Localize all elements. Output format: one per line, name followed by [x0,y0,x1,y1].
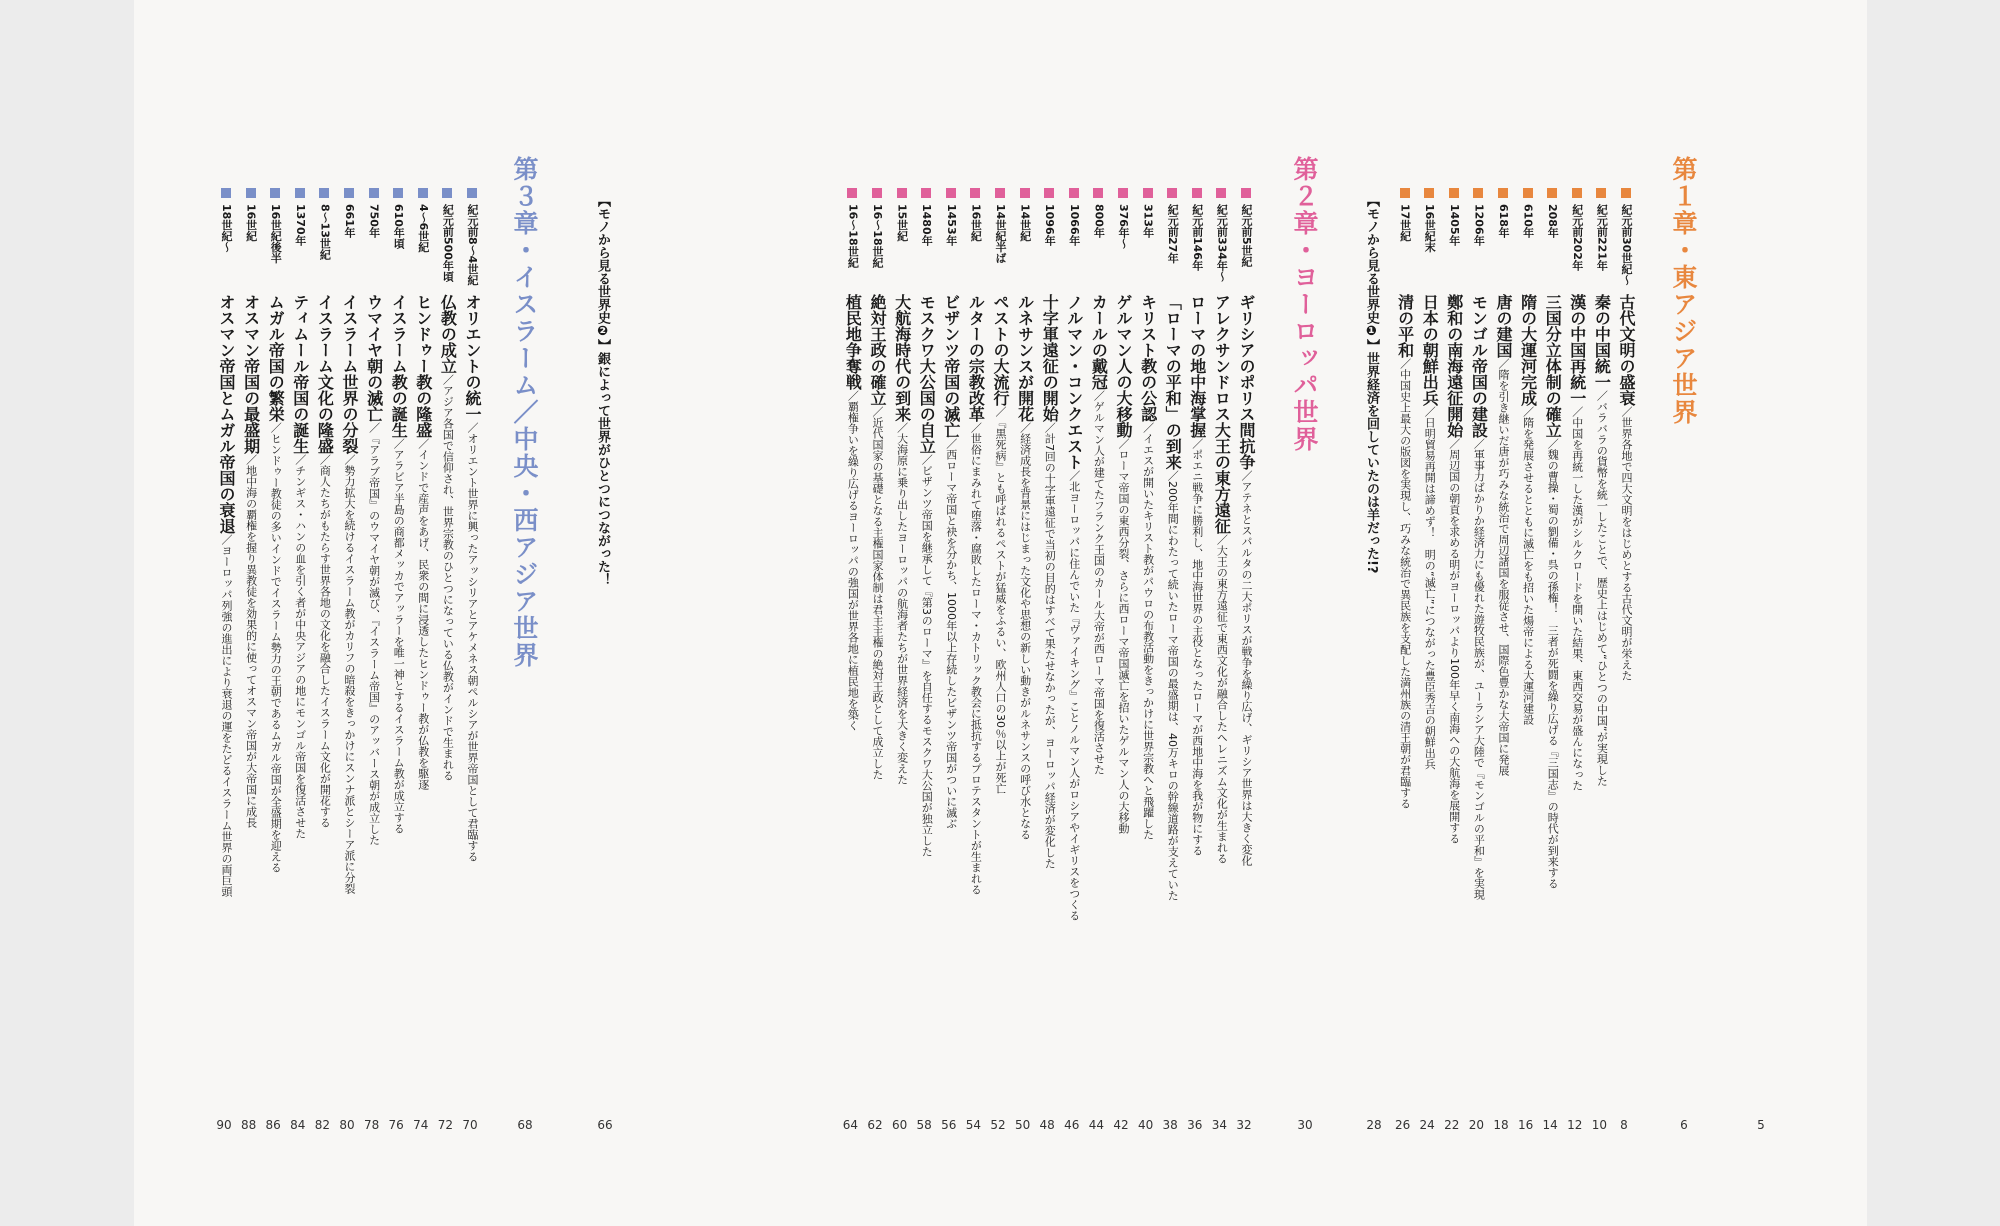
entry-heading: ティムール帝国の誕生 [290,294,310,454]
page-number: 42 [1113,1118,1129,1132]
entry-description [1115,294,1131,834]
page-number: 80 [339,1118,355,1132]
chapter-marker [1523,188,1533,198]
page-number: 24 [1419,1118,1435,1132]
entry-description [292,294,308,839]
page-number: 70 [462,1118,478,1132]
toc-entry[interactable] [1540,188,1563,889]
entry-description [1420,294,1440,770]
entry-heading: 清の平和 [1395,294,1415,358]
entry-heading: モンゴル帝国の建設 [1469,294,1489,438]
entry-description [1212,294,1232,864]
entry-description [266,294,286,873]
entry-description [218,294,234,897]
page-number: 18 [1493,1118,1509,1132]
toc-entry[interactable] [1136,188,1156,840]
entry-heading: イスラーム教の誕生 [389,294,409,438]
toc-entry[interactable] [312,188,335,828]
entry-text: ／アテネとスパルタの二大ポリスが戦争を繰り広げ、ギリシア世界は大きく変化 [1240,470,1253,866]
chapter-marker [393,188,403,198]
entry-description [1543,294,1563,889]
entry-description [943,294,959,829]
page-number: 84 [290,1118,306,1132]
page-number: 36 [1187,1118,1203,1132]
entry-date: 15世紀 [895,204,909,242]
entry-description [1495,294,1511,776]
entry-text: ／ゲルマン人が建てたフランク王国のカール大帝が西ローマ帝国を復活させた [1092,390,1106,775]
chapter-marker [295,188,305,198]
page-number: 30 [1297,1118,1313,1132]
entry-description [917,294,937,857]
page-number: 48 [1039,1118,1055,1132]
page-number: 88 [240,1118,257,1132]
chapter-title[interactable]: 第２章・ヨーロッパ世界 [1290,156,1319,453]
toc-entry[interactable] [1393,188,1413,809]
chapter-marker [1093,188,1103,198]
toc-entry[interactable] [1417,188,1440,770]
chapter-title[interactable]: 第３章・イスラーム／中央・西アジア世界 [510,156,539,669]
toc-entry[interactable] [1037,188,1060,869]
page-number: 12 [1567,1118,1583,1132]
entry-heading: ヒンドゥー教の隆盛 [413,294,433,438]
toc-entry[interactable] [411,188,431,790]
chapter-marker [1473,188,1483,198]
entry-date: 紀元前146年 [1190,204,1204,271]
entry-description [992,294,1008,794]
entry-text: ／大王の東方遠征で東西文化が融合したヘレニズム文化が生まれる [1215,534,1229,864]
page-number: 72 [437,1118,454,1132]
toc-entry[interactable] [1062,188,1082,921]
entry-date: 紀元前334年～ [1215,204,1229,282]
mono-text: 【モノから見る世界史❷】銀によって世界がひとつにつながった！ [595,194,610,586]
page-number: 6 [1680,1118,1688,1132]
entry-heading: モスクワ大公国の自立 [917,294,937,454]
entry-description [243,294,259,828]
entry-date: 1066年 [1067,204,1081,246]
entry-text: ／世界各地で四大文明をはじめとする古代文明が栄えた [1620,406,1633,681]
entry-text: ／地中海の覇権を握り異教徒を効果的に使ってオスマン帝国が大帝国に成長 [244,454,258,828]
page-number: 60 [891,1118,908,1132]
entry-text: ／中国史上最大の版図を実現し、巧みな統治で異民族を支配した満州族の清王朝が君臨する [1398,358,1412,809]
entry-date: 618年 [1497,204,1510,238]
toc-entry[interactable] [288,188,308,839]
book-spread [134,0,1867,1226]
toc-entry[interactable] [1013,188,1033,840]
toc-entry[interactable] [1614,188,1634,681]
entry-description [366,294,382,846]
entry-date: 17世紀 [1398,204,1412,242]
entry-text: ／世俗にまみれて堕落・腐敗したローマ・カトリック教会に抵抗するプロテスタントが生まれる [969,422,983,895]
entry-date: 750年 [367,204,381,238]
entry-date: 1206年 [1472,204,1486,246]
entry-description [438,294,458,781]
page-number: 68 [517,1118,533,1132]
page-number: 5 [1757,1118,1765,1132]
entry-heading: 隋の大運河完成 [1518,294,1538,406]
entry-text: ／勢力拡大を続けるイスラーム教がカリフの暗殺をきっかけにスンナ派とシーア派に分裂 [343,454,356,894]
chapter-marker [995,188,1005,198]
entry-date: 16世紀 [244,204,258,242]
chapter-marker [369,188,379,198]
toc-entry[interactable] [1516,188,1536,725]
entry-text: ／大海原に乗り出したヨーロッパの航海者たちが世界経済を大きく変えた [895,422,909,785]
chapter-marker [221,188,231,198]
page-number: 34 [1211,1118,1228,1132]
entry-description [966,294,986,895]
mono-text: 【モノから見る世界史❶】世界経済を回していたのは羊だった!? [1364,194,1379,574]
entry-heading: ビザンツ帝国の滅亡 [941,294,961,438]
page-number: 22 [1444,1118,1460,1132]
entry-heading: 三国分立体制の確立 [1543,294,1563,438]
entry-heading: ローマの地中海掌握 [1187,294,1207,438]
entry-date: 1096年 [1043,204,1057,246]
chapter-marker [970,188,980,198]
entry-text: ／バラバラの貨幣を統一したことで、歴史上はじめて“ひとつの中国”が実現した [1595,390,1609,787]
page-number: 90 [216,1118,232,1132]
entry-description [315,294,335,828]
entry-heading: 十字軍遠征の開始 [1040,294,1060,422]
toc-entry[interactable] [263,188,286,873]
entry-date: 紀元前202年 [1570,204,1584,271]
page-number: 8 [1620,1118,1628,1132]
toc-entry[interactable] [362,188,382,846]
entry-text: ／近代国家の基礎となる主権国家体制は君主主権の絶対王政として成立した [871,406,884,780]
entry-text: ／軍事力ばかりか経済力にも優れた遊牧民族が、ユーラシア大陸で『モンゴルの平和』を実現 [1472,438,1486,900]
chapter-marker [418,188,428,198]
entry-date: 紀元前500年頃 [441,204,455,282]
toc-entry[interactable] [386,188,409,834]
entry-description [389,294,409,834]
entry-heading: イスラーム世界の分裂 [340,294,359,454]
page-number: 52 [990,1118,1006,1132]
toc-entry[interactable] [988,188,1008,794]
entry-date: 1370年 [293,204,307,246]
entry-text: ／アラビア半島の商都メッカでアッラーを唯一神とするイスラーム教が成立する [392,438,406,834]
entry-text: ／計7回の十字軍遠征で当初の目的はすべて果たせなかったが、ヨーロッパ経済が変化した [1043,422,1057,869]
entry-heading: キリスト教の公認 [1138,294,1158,422]
entry-heading: ゲルマン人の大移動 [1114,294,1133,438]
entry-text: ／イエスが開いたキリスト教がパウロの布教活動をきっかけに世界宗教へと飛躍した [1141,422,1155,840]
page-number: 58 [916,1118,932,1132]
chapter-marker [1216,188,1226,198]
chapter-marker [246,188,256,198]
chapter-marker [1498,188,1508,198]
entry-heading: 「ローマの平和」の到来 [1163,294,1183,470]
page-number: 62 [867,1118,883,1132]
page-number: 44 [1088,1118,1105,1132]
entry-heading: 絶対王政の確立 [868,294,887,406]
entry-date: 紀元前30世紀～ [1620,204,1633,286]
entry-description [464,294,480,862]
page-number: 82 [314,1118,331,1132]
entry-heading: ムガル帝国の繁栄 [266,294,286,422]
toc-entry[interactable] [963,188,986,895]
entry-description [1592,294,1612,787]
page-number: 20 [1468,1118,1485,1132]
toc-entry[interactable] [1466,188,1489,900]
chapter-marker [1572,188,1582,198]
toc-entry[interactable] [840,188,863,731]
entry-heading: カールの戴冠 [1089,294,1109,390]
toc-entry[interactable] [1234,188,1254,866]
entry-text: ／アジア各国で信仰され、世界宗教のひとつになっている仏教がインドで生まれる [441,374,455,781]
entry-description [869,294,885,780]
entry-text: ／商人たちがもたらす世界各地の文化を融合したイスラーム文化が開花する [318,454,332,828]
entry-heading: ノルマン・コンクエスト [1064,294,1084,470]
page-number: 28 [1366,1118,1382,1132]
entry-date: 1453年 [944,204,958,246]
page-number: 14 [1542,1118,1558,1132]
entry-heading: イスラーム文化の隆盛 [315,294,335,454]
entry-date: 14世紀 [1018,204,1032,242]
entry-description [843,294,863,731]
toc-entry[interactable] [890,188,910,785]
entry-date: 208年 [1546,204,1560,238]
chapter-marker [1400,188,1410,198]
entry-date: 紀元前5世紀 [1240,204,1253,267]
entry-text: ／ヨーロッパ列強の進出により衰退の運をたどるイスラーム世界の両巨頭 [220,534,233,897]
entry-date: 661年 [343,204,356,238]
page-number: 64 [842,1118,859,1132]
entry-text: ／西ローマ帝国と袂を分かち、1000年以上存続したビザンツ帝国がついに滅ぶ [944,438,958,829]
entry-date: 紀元前27年 [1166,204,1180,264]
entry-date: 610年 [1521,204,1535,238]
entry-date: 紀元前221年 [1595,204,1609,271]
entry-description [1066,294,1082,921]
toc-entry[interactable] [914,188,937,857]
chapter-marker [1621,188,1631,198]
chapter-marker [1069,188,1079,198]
entry-description [1189,294,1205,856]
entry-text: ／魏の曹操・蜀の劉備・呉の孫権！ 三者が死闘を繰り広げる『三国志』の時代が到来する [1546,438,1560,889]
entry-text: ／『黒死病』とも呼ばれるペストが猛威をふるい、欧州人口の30％以上が死亡 [994,406,1007,794]
entry-description [1397,294,1413,809]
toc-entry[interactable] [865,188,885,780]
entry-date: 8～13世紀 [318,204,332,260]
page-number: 16 [1517,1118,1534,1132]
entry-date: 16～18世紀 [871,204,884,268]
chapter-marker [442,188,452,198]
entry-heading: 秦の中国統一 [1592,294,1612,390]
entry-date: 紀元前8～4世紀 [466,204,479,286]
mono-column[interactable] [1365,188,1378,573]
entry-text: ／チンギス・ハンの血を引く者が中央アジアの地にモンゴル帝国を復活させた [293,454,307,839]
toc-entry[interactable] [435,188,458,781]
entry-description [1569,294,1585,791]
chapter-marker [1167,188,1177,198]
entry-date: 14世紀半ば [994,204,1007,264]
page-number: 32 [1236,1118,1252,1132]
toc-entry[interactable] [337,188,357,894]
toc-entry[interactable] [1111,188,1131,834]
entry-text: ／中国を再統一した漢がシルクロードを開いた結果、東西交易が盛んになった [1570,406,1584,791]
chapter-marker [921,188,931,198]
entry-date: 16世紀後半 [269,204,283,264]
entry-description [894,294,910,785]
entry-text: ／ビザンツ帝国を継承して『第3のローマ』を自任するモスクワ大公国が独立した [920,454,934,857]
page-number: 26 [1394,1118,1411,1132]
page-number: 40 [1137,1118,1154,1132]
entry-heading: オリエントの統一 [463,294,482,422]
page-number: 66 [597,1118,613,1132]
entry-date: 1405年 [1447,204,1461,246]
page-number: 10 [1591,1118,1608,1132]
toc-entry[interactable] [214,188,234,897]
entry-text: ／『アラブ帝国』のウマイヤ朝が滅び、『イスラーム帝国』のアッバース朝が成立した [367,422,381,846]
entry-description [1238,294,1254,866]
toc-entry[interactable] [460,188,480,862]
chapter-marker [847,188,857,198]
entry-date: 16～18世紀 [846,204,860,268]
entry-date: 313年 [1141,204,1155,238]
chapter-marker [344,188,354,198]
entry-heading: ギリシアのポリス間抗争 [1237,294,1256,470]
entry-date: 4～6世紀 [416,204,430,253]
entry-heading: ルターの宗教改革 [966,294,986,422]
entry-description [1446,294,1462,844]
toc-entry[interactable] [1442,188,1462,844]
chapter-marker [467,188,477,198]
entry-heading: ウマイヤ朝の滅亡 [364,294,384,422]
toc-entry[interactable] [1565,188,1585,791]
entry-text: ／インドで産声をあげ、民衆の間に浸透したヒンドゥー教が仏教を駆逐 [416,438,430,790]
chapter-marker [1449,188,1459,198]
entry-date: 18世紀～ [220,204,233,253]
entry-description [1017,294,1033,840]
entry-description [1089,294,1109,775]
entry-heading: 仏教の成立 [438,294,458,374]
entry-text: ／隋を引き継いだ唐が巧みな統治で周辺諸国を服従させ、国際色豊かな大帝国に発展 [1497,358,1510,776]
chapter-marker [1143,188,1153,198]
toc-entry[interactable] [1491,188,1511,776]
chapter-marker [897,188,907,198]
entry-heading: オスマン帝国とムガル帝国の衰退 [217,294,236,534]
chapter-marker [1241,188,1251,198]
entry-description [1040,294,1060,869]
entry-description [1618,294,1634,681]
entry-heading: 古代文明の盛衰 [1617,294,1636,406]
entry-description [1469,294,1489,900]
entry-heading: 鄭和の南海遠征開始 [1444,294,1464,438]
entry-text: ／日明貿易再開は諦めず！ 明の“滅亡”につながった豊臣秀吉の朝鮮出兵 [1423,406,1437,770]
chapter-marker [1596,188,1606,198]
entry-text: ／覇権争いを繰り広げるヨーロッパの強国が世界各地に植民地を築く [846,390,860,731]
chapter-title[interactable]: 第１章・東アジア世界 [1669,156,1698,426]
entry-description [1520,294,1536,725]
entry-date: 800年 [1092,204,1106,238]
entry-date: 16世紀末 [1423,204,1437,253]
entry-heading: 唐の建国 [1494,294,1513,358]
entry-description [1163,294,1183,901]
entry-date: 376年～ [1117,204,1130,249]
entry-text: ／隋を発展させるとともに滅亡をも招いた煬帝による大運河建設 [1521,406,1535,725]
chapter-marker [1118,188,1128,198]
chapter-marker [1020,188,1030,198]
entry-description [415,294,431,790]
entry-description [1140,294,1156,840]
entry-text: ／ローマ帝国の東西分裂、さらに西ローマ帝国滅亡を招いたゲルマン人の大移動 [1117,438,1130,834]
entry-text: ／オリエント世界に興ったアッシリアとアケメネス朝ペルシアが世界帝国として君臨する [466,422,479,862]
chapter-marker [872,188,882,198]
page-number: 46 [1064,1118,1080,1132]
page-number: 50 [1014,1118,1031,1132]
entry-description [341,294,357,894]
toc-entry[interactable] [1589,188,1612,787]
entry-heading: 日本の朝鮮出兵 [1420,294,1440,406]
mono-column[interactable] [596,188,609,586]
entry-text: ／経済成長を背景にはじまった文化や思想の新しい動きがルネサンスの呼び水となる [1018,422,1032,840]
toc-entry[interactable] [1209,188,1232,864]
page-number: 56 [941,1118,957,1132]
entry-heading: ルネサンスが開花 [1015,294,1035,422]
toc-entry[interactable] [1160,188,1183,901]
entry-heading: ペストの大流行 [991,294,1010,406]
entry-text: ／200年間にわたって続いたローマ帝国の最盛期は、40万キロの幹線道路が支えていた [1166,470,1180,901]
entry-text: ／ポエニ戦争に勝利し、地中海世界の主役となったローマが西地中海を我が物にする [1190,438,1204,856]
page-number: 76 [388,1118,404,1132]
entry-text: ／ヒンドゥー教徒の多いインドでイスラーム勢力の王朝であるムガル帝国が全盛期を迎える [269,422,283,873]
chapter-marker [946,188,956,198]
page-number: 78 [363,1118,380,1132]
entry-heading: 植民地争奪戦 [843,294,863,390]
chapter-marker [270,188,280,198]
page-number: 74 [413,1118,429,1132]
chapter-marker [1547,188,1557,198]
chapter-marker [319,188,329,198]
entry-text: ／周辺国の朝貢を求める明がヨーロッパより100年早く南海への大航海を展開する [1447,438,1461,844]
page-number: 38 [1162,1118,1178,1132]
entry-text: ／北ヨーロッパに住んでいた『ヴァイキング』ことノルマン人がロシアやイギリスをつくる [1067,470,1081,921]
toc-entry[interactable] [1086,188,1109,775]
toc-entry[interactable] [939,188,959,829]
chapter-marker [1424,188,1434,198]
chapter-marker [1044,188,1054,198]
entry-heading: 大航海時代の到来 [892,294,912,422]
page-number: 86 [265,1118,281,1132]
entry-date: 16世紀 [969,204,983,242]
toc-entry[interactable] [239,188,259,828]
entry-heading: オスマン帝国の最盛期 [241,294,261,454]
chapter-marker [1192,188,1202,198]
entry-date: 610年頃 [392,204,406,249]
toc-entry[interactable] [1185,188,1205,856]
entry-date: 1480年 [920,204,934,246]
entry-heading: 漢の中国再統一 [1567,294,1587,406]
page-number: 54 [965,1118,982,1132]
entry-heading: アレクサンドロス大王の東方遠征 [1212,294,1232,534]
